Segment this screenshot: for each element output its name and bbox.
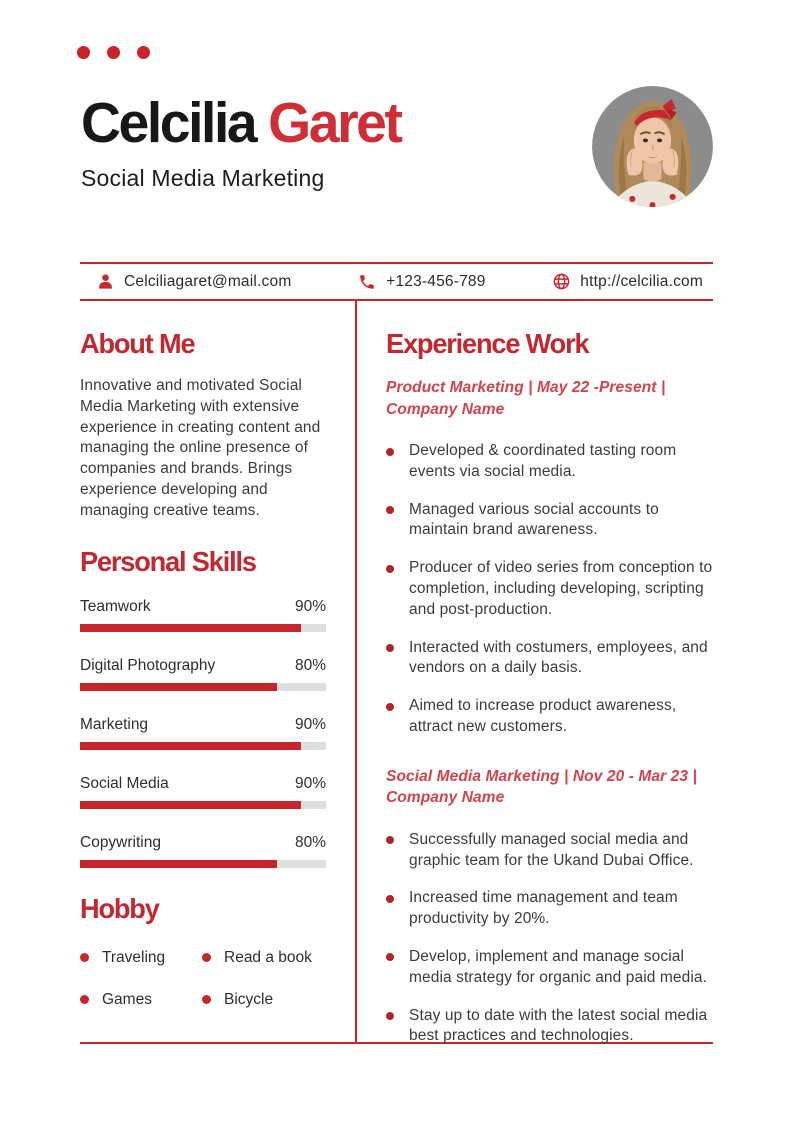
skill-item: [80, 598, 326, 632]
skill-bar-track: [80, 624, 326, 632]
skill-item: [80, 657, 326, 691]
skill-label: Copywriting: [80, 833, 161, 851]
hobby-item: [202, 991, 326, 1009]
skill-bar-track: [80, 742, 326, 750]
skill-label: Digital Photography: [80, 656, 216, 674]
job-heading-line2: Company Name: [386, 400, 505, 418]
hobby-item: [202, 949, 326, 967]
website-text: http://celcilia.com: [580, 272, 703, 290]
skill-item: [80, 775, 326, 809]
skill-label: Social Media: [80, 774, 169, 792]
skill-bar-fill: [80, 801, 301, 809]
skill-bar-fill: [80, 624, 301, 632]
job-bullet: Develop, implement and manage social media strategy for organic and paid media.: [386, 947, 713, 989]
contact-email[interactable]: [95, 272, 291, 292]
left-column: [80, 300, 326, 1064]
job-bullet: Managed various social accounts to maintain brand awareness.: [386, 500, 713, 542]
bullet-icon: [202, 995, 211, 1004]
skill-percent: 90%: [294, 774, 326, 792]
right-column: [386, 300, 713, 1064]
hobby-label: Read a book: [224, 948, 312, 966]
skill-bar-fill: [80, 742, 301, 750]
hobby-section-title: Hobby: [80, 892, 159, 924]
header: [81, 92, 601, 192]
skill-bar-fill: [80, 683, 277, 691]
bullet-icon: [80, 995, 89, 1004]
job-title-subtitle: Social Media Marketing: [81, 164, 325, 191]
bullet-icon: [80, 953, 89, 962]
dot-icon: [77, 46, 90, 59]
phone-icon: [357, 272, 377, 292]
skill-bar-track: [80, 683, 326, 691]
contact-website[interactable]: [551, 272, 703, 292]
person-name: [81, 92, 585, 155]
skills-list: [80, 598, 326, 868]
job-bullet: Interacted with costumers, employees, and vendors on a daily basis.: [386, 638, 713, 680]
job-heading-line2: Company Name: [386, 789, 505, 807]
job-heading: [386, 377, 713, 420]
skill-bar-track: [80, 860, 326, 868]
job-bullet-list: [386, 441, 713, 738]
skill-percent: 90%: [294, 715, 326, 733]
hobby-label: Bicycle: [224, 990, 274, 1008]
phone-text: +123-456-789: [386, 272, 486, 290]
job-bullet-list: [386, 830, 713, 1047]
person-first-name: Celcilia: [81, 91, 256, 155]
job-heading-line1: Social Media Marketing | Nov 20 - Mar 23 |: [386, 767, 697, 785]
job-bullet: Developed & coordinated tasting room events via social media.: [386, 441, 713, 483]
email-text: Celciliagaret@mail.com: [124, 272, 292, 290]
job-entry: [386, 766, 713, 1047]
skill-item: [80, 716, 326, 750]
job-bullet: Successfully managed social media and graphic team for the Ukand Dubai Office.: [386, 830, 713, 872]
content-columns: [80, 300, 713, 1064]
skill-bar-fill: [80, 860, 277, 868]
skill-label: Teamwork: [80, 597, 151, 615]
experience-section-title: Experience Work: [386, 328, 589, 359]
hobby-item: [80, 949, 202, 967]
dot-icon: [107, 46, 120, 59]
profile-photo-illustration: [592, 86, 713, 207]
job-bullet: Stay up to date with the latest social media best practices and technologies.: [386, 1006, 713, 1048]
job-heading: [386, 766, 713, 809]
job-bullet: Aimed to increase product awareness, attract new customers.: [386, 696, 713, 738]
bullet-icon: [202, 953, 211, 962]
skill-label: Marketing: [80, 715, 149, 733]
skill-percent: 90%: [294, 597, 326, 615]
contact-phone[interactable]: [357, 272, 485, 292]
decorative-dots: [77, 46, 150, 59]
about-section-title: About Me: [80, 328, 195, 359]
hobby-list: [80, 949, 326, 1009]
person-last-name: Garet: [268, 91, 401, 155]
about-text: Innovative and motivated Social Media Marketing with extensive experience in creating content and managing the online presence of companies and brands. Brings experience developing and managing creative teams.: [80, 377, 321, 519]
skill-bar-track: [80, 801, 326, 809]
job-heading-line1: Product Marketing | May 22 -Present |: [386, 379, 666, 396]
job-entry: [386, 377, 713, 738]
hobby-label: Games: [102, 990, 152, 1008]
hobby-label: Traveling: [102, 948, 166, 966]
person-icon: [95, 272, 115, 292]
skills-section-title: Personal Skills: [80, 545, 256, 577]
job-bullet: Producer of video series from conception to completion, including developing, scripting and post-production.: [386, 558, 713, 620]
dot-icon: [137, 46, 150, 59]
contact-bar: [80, 262, 713, 301]
skill-percent: 80%: [294, 656, 326, 674]
skill-percent: 80%: [294, 833, 326, 851]
skill-item: [80, 834, 326, 868]
job-bullet: Increased time management and team productivity by 20%.: [386, 888, 713, 930]
profile-photo: [592, 86, 713, 207]
hobby-item: [80, 991, 202, 1009]
globe-icon: [551, 272, 571, 292]
